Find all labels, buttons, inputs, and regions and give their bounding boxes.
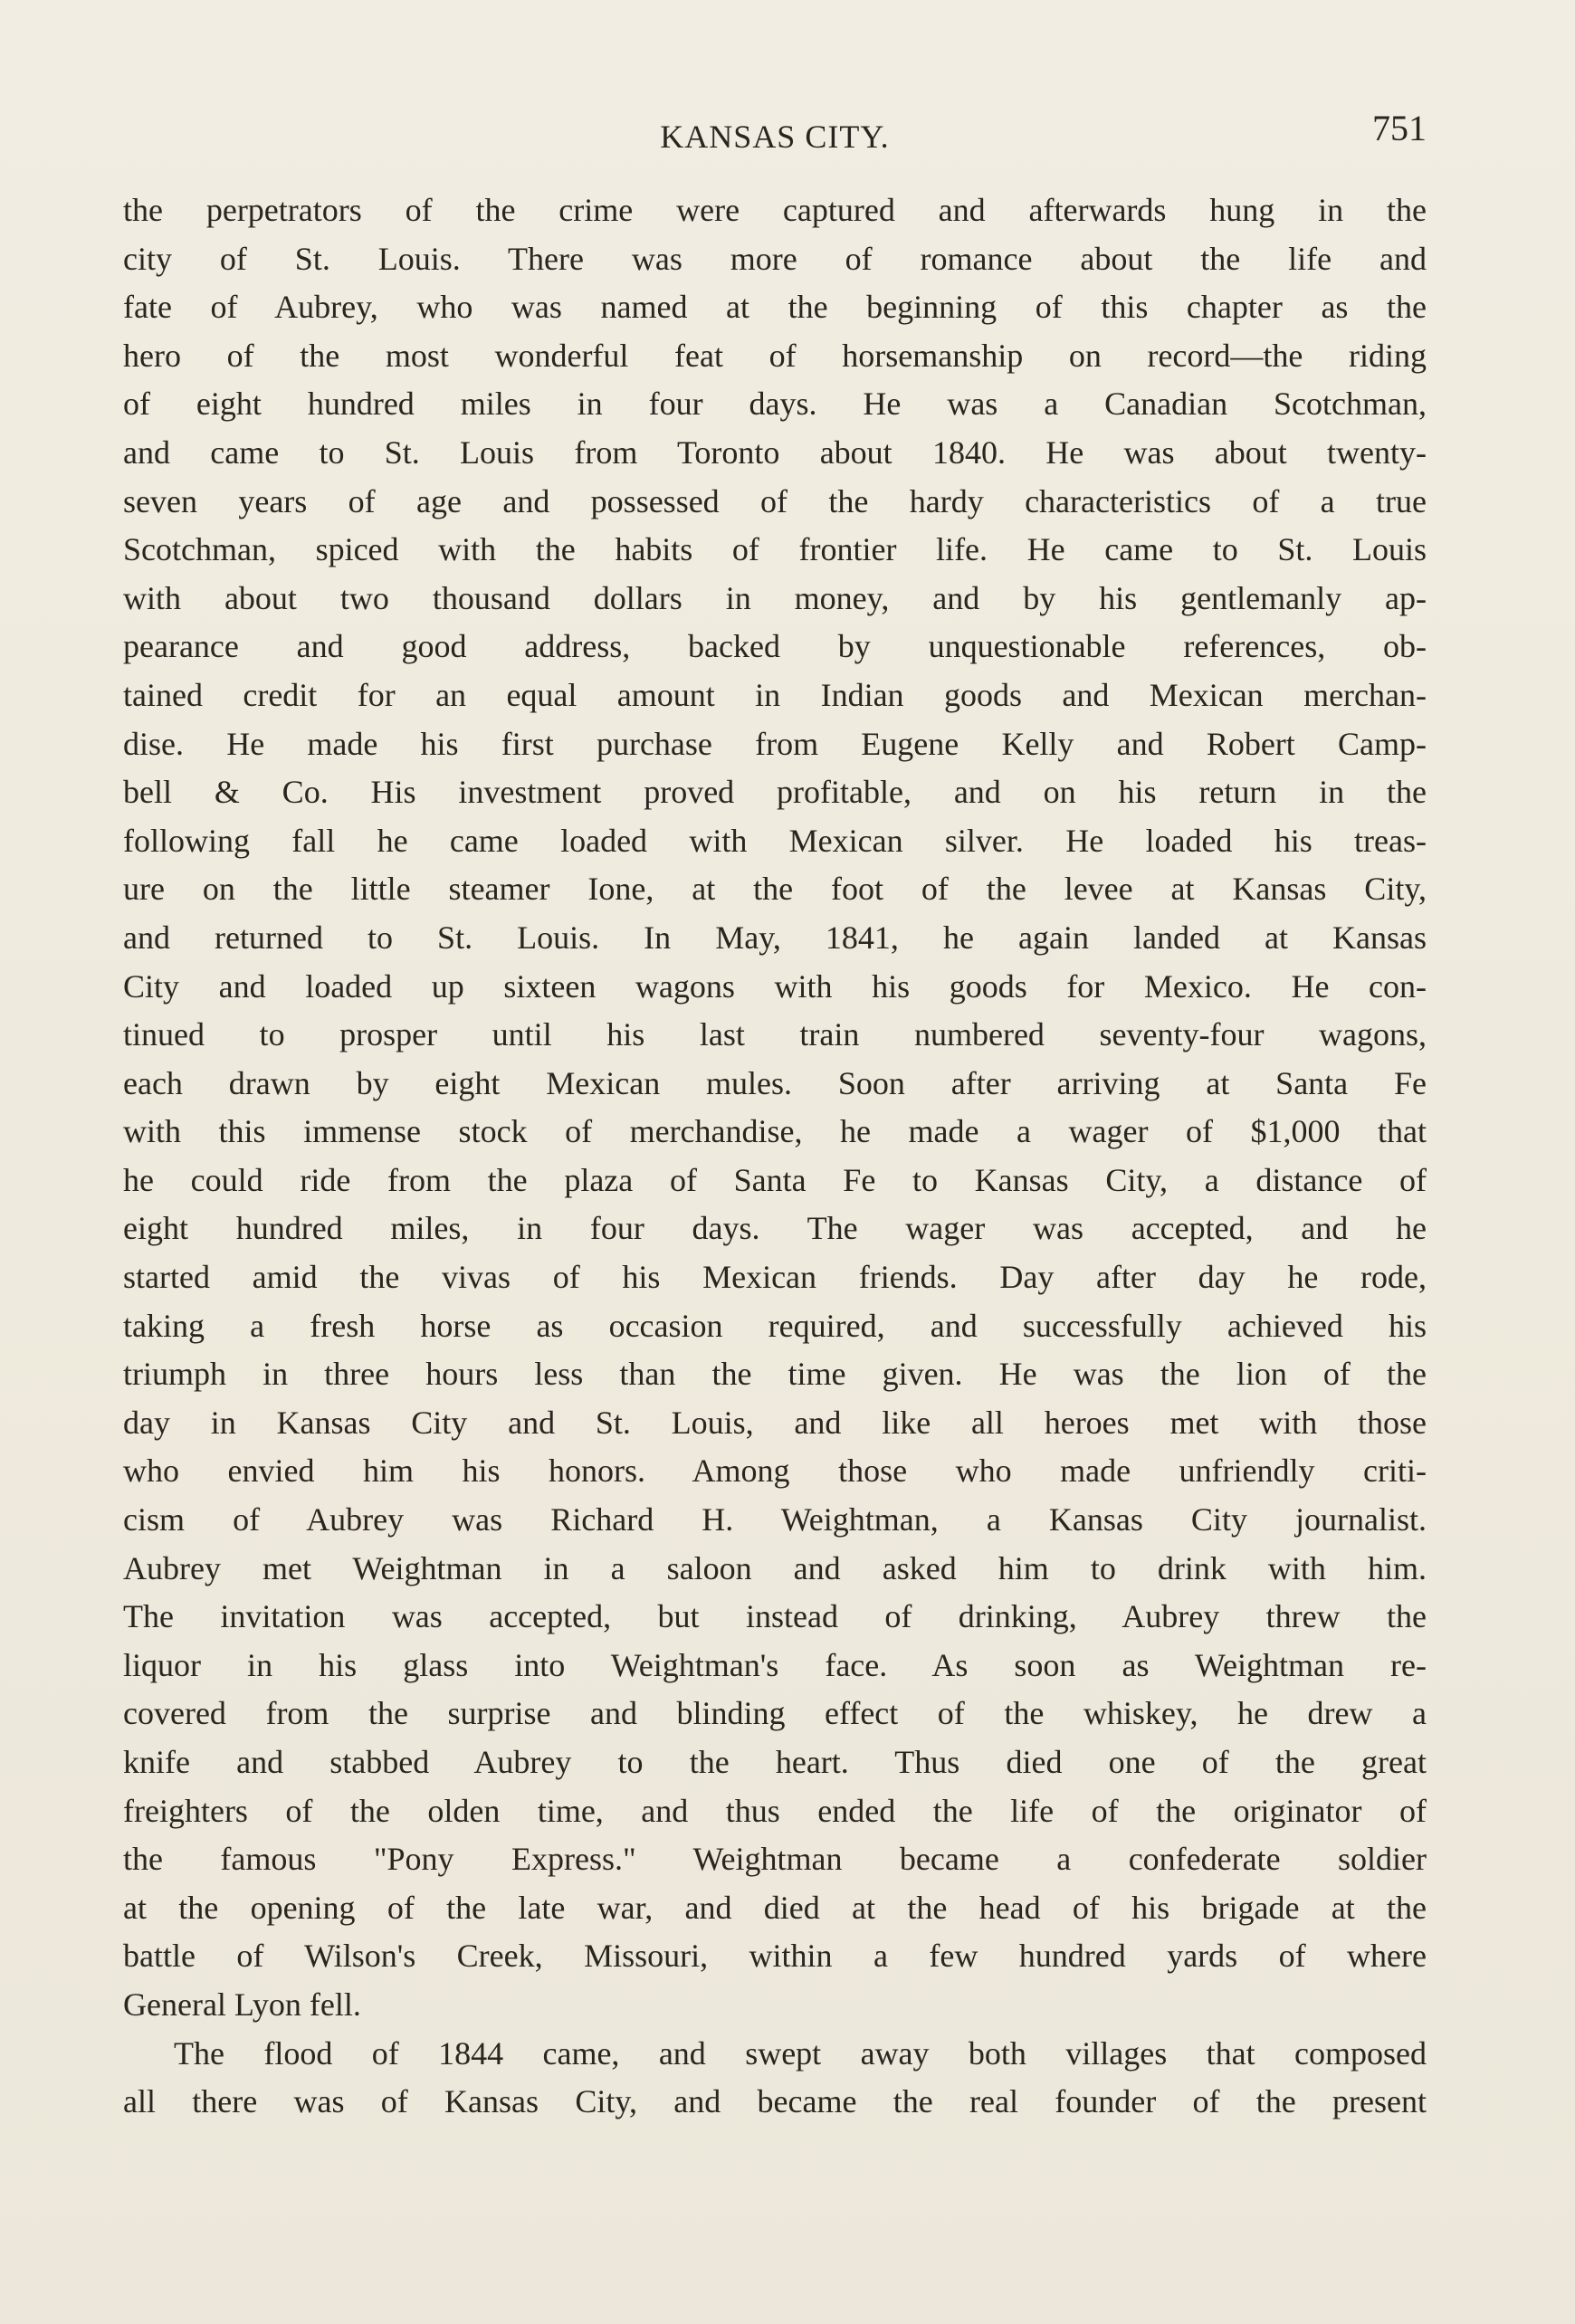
text-line: liquor in his glass into Weightman's face. As soon as Weightman re-	[123, 1646, 1427, 1683]
text-line: City and loaded up sixteen wagons with his goods for Mexico. He con-	[123, 967, 1427, 1005]
text-line: Scotchman, spiced with the habits of frontier life. He came to St. Louis	[123, 531, 1427, 568]
text-line: day in Kansas City and St. Louis, and like all heroes met with those	[123, 1404, 1427, 1441]
text-line: seven years of age and possessed of the hardy characteristics of a true	[123, 482, 1427, 519]
text-line: he could ride from the plaza of Santa Fe to Kansas City, a distance of	[123, 1161, 1427, 1198]
text-line: covered from the surprise and blinding effect of the whiskey, he drew a	[123, 1695, 1427, 1732]
text-line: bell & Co. His investment proved profitable, and on his return in the	[123, 774, 1427, 811]
text-line: eight hundred miles, in four days. The wager was accepted, and he	[123, 1210, 1427, 1247]
text-line: who envied him his honors. Among those who made unfriendly criti-	[123, 1452, 1427, 1490]
running-head	[123, 107, 1427, 161]
page-number: 751	[1372, 108, 1427, 148]
text-line: the perpetrators of the crime were captured and afterwards hung in the	[123, 192, 1427, 228]
text-line: with this immense stock of merchandise, he made a wager of $1,000 that	[123, 1113, 1427, 1150]
text-line: battle of Wilson's Creek, Missouri, within a few hundred yards of where	[123, 1938, 1427, 1975]
text-line: pearance and good address, backed by unquestionable references, ob-	[123, 628, 1427, 665]
body-text	[123, 186, 1427, 2127]
text-line: started amid the vivas of his Mexican friends. Day after day he rode,	[123, 1259, 1427, 1296]
text-line: and returned to St. Louis. In May, 1841, he again landed at Kansas	[123, 919, 1427, 956]
text-line: tained credit for an equal amount in Indian goods and Mexican merchan-	[123, 676, 1427, 713]
text-line: knife and stabbed Aubrey to the heart. Thus died one of the great	[123, 1744, 1427, 1780]
paragraph-end-line: General Lyon fell.	[123, 1986, 361, 2023]
text-line: and came to St. Louis from Toronto about 1840. He was about twenty-	[123, 433, 1427, 471]
text-line: fate of Aubrey, who was named at the beginning of this chapter as the	[123, 289, 1427, 326]
text-line: dise. He made his first purchase from Eugene Kelly and Robert Camp-	[123, 725, 1427, 762]
text-line: following fall he came loaded with Mexican silver. He loaded his treas-	[123, 822, 1427, 859]
text-line: The invitation was accepted, but instead of drinking, Aubrey threw the	[123, 1598, 1427, 1635]
text-line: triumph in three hours less than the time given. He was the lion of the	[123, 1356, 1427, 1393]
text-line: freighters of the olden time, and thus ended the life of the originator of	[123, 1792, 1427, 1829]
paragraph-start-line: The flood of 1844 came, and swept away both villages that composed	[174, 2034, 1427, 2072]
text-line: ure on the little steamer Ione, at the foot of the levee at Kansas City,	[123, 871, 1427, 908]
text-line: cism of Aubrey was Richard H. Weightman, a Kansas City journalist.	[123, 1501, 1427, 1538]
running-title: KANSAS CITY.	[660, 119, 890, 155]
text-line: city of St. Louis. There was more of romance about the life and	[123, 240, 1427, 277]
text-line: the famous "Pony Express." Weightman became a confederate soldier	[123, 1841, 1427, 1878]
text-line: each drawn by eight Mexican mules. Soon after arriving at Santa Fe	[123, 1064, 1427, 1101]
text-line: at the opening of the late war, and died at the head of his brigade at the	[123, 1889, 1427, 1926]
text-line: with about two thousand dollars in money, and by his gentlemanly ap-	[123, 579, 1427, 616]
text-line: hero of the most wonderful feat of horsemanship on record—the riding	[123, 337, 1427, 374]
text-line: tinued to prosper until his last train numbered seventy-four wagons,	[123, 1016, 1427, 1053]
text-line: all there was of Kansas City, and became the real founder of the present	[123, 2083, 1427, 2120]
text-line: of eight hundred miles in four days. He was a Canadian Scotchman,	[123, 386, 1427, 423]
text-line: taking a fresh horse as occasion required, and successfully achieved his	[123, 1307, 1427, 1344]
text-line: Aubrey met Weightman in a saloon and asked him to drink with him.	[123, 1549, 1427, 1586]
